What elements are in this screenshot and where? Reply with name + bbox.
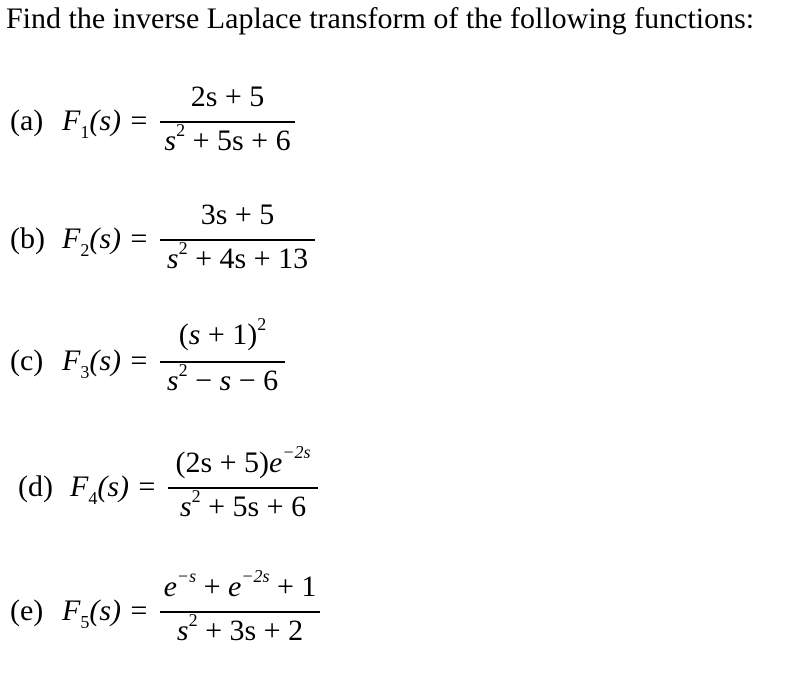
denominator: $s^2 + 5s + 6$ [164,120,291,157]
fraction [160,198,315,283]
numerator: $(s + 1)^2$ [178,314,267,351]
fraction [160,314,285,403]
function-name: $F_3(s)$ = [62,344,149,382]
denominator: $s^2 + 4s + 13$ [166,238,309,275]
function-name: $F_5(s)$ = [62,594,149,632]
problem-d [18,440,348,530]
fraction-bar [160,611,320,613]
problem-label: (e) [10,594,44,627]
page-title: Find the inverse Laplace transform of the following functions: [6,2,755,35]
function-name: $F_1(s)$ = [62,104,149,142]
function-name: $F_4(s)$ = [70,470,157,508]
problem-a [10,80,340,165]
denominator: $s^2 + 3s + 2$ [176,610,304,647]
problem-label: (b) [10,222,45,255]
problem-label: (c) [10,344,44,377]
problem-label: (a) [10,104,44,137]
problem-e [10,562,340,652]
numerator: $(2s + 5)e^{-2s}$ [175,442,311,479]
numerator: 2s + 5 [190,80,265,113]
function-name: $F_2(s)$ = [62,222,149,260]
denominator: $s^2 - s - 6$ [166,360,279,397]
problem-c [10,314,340,403]
fraction [160,562,320,652]
denominator: $s^2 + 5s + 6$ [179,486,307,523]
fraction [168,440,318,530]
fraction [160,80,295,165]
numerator: 3s + 5 [200,198,275,231]
problem-b [10,198,340,283]
problem-label: (d) [18,470,53,503]
fraction-bar [168,487,318,489]
numerator: $e^{-s} + e^{-2s} + 1$ [163,566,317,603]
